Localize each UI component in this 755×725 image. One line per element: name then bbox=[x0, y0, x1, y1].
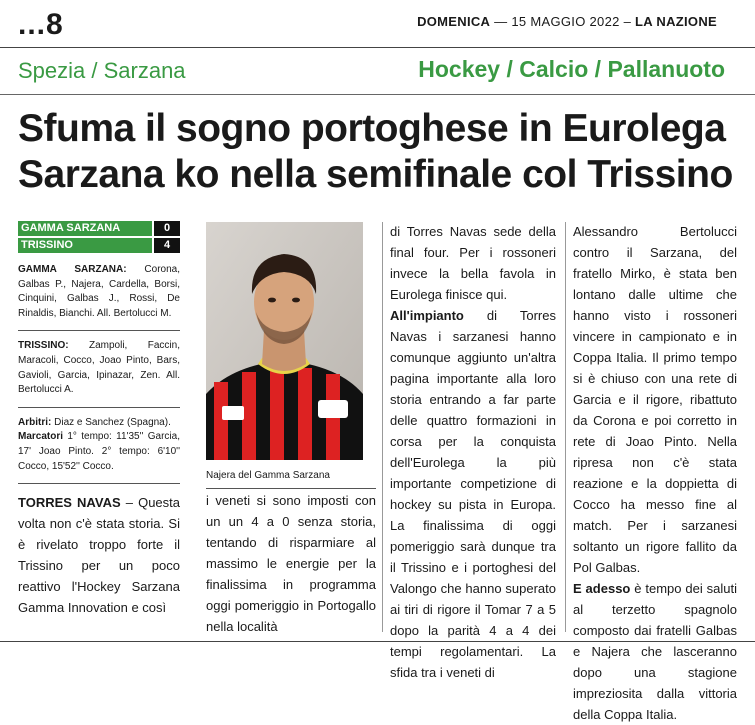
marcatori-text: 1° tempo: 11'35'' Garcia, 17' Joao Pinto. 2° tempo: 6'10'' Cocco, 15'52'' Cocco. bbox=[18, 431, 180, 472]
score-row-sarzana bbox=[18, 221, 180, 236]
headline bbox=[18, 106, 738, 198]
headline-line-1: Sfuma il sogno portoghese in Eurolega bbox=[18, 107, 726, 150]
lead-text: – Questa volta non c'è stata storia. Si è rivelato troppo forte il Trissino per un poco reattivo l'Hockey Sarzana Gamma Innovation e così bbox=[18, 495, 180, 616]
caption-rule bbox=[206, 488, 376, 489]
photo-caption: Najera del Gamma Sarzana bbox=[206, 470, 330, 481]
column-4 bbox=[573, 221, 737, 725]
page-header bbox=[0, 0, 755, 44]
article-col4-p1: Alessandro Bertolucci contro il Sarzana, del fratello Mirko, è stata ben lontano dalle ultime che hanno visto i rossoneri vincere in campionato e in Coppa Italia. Il primo tempo si è chiuso con una rete di Garcia e il rigore, ribattuto da Corona e poi corretto in rete di Joao Pinto. Nella ripresa non c'è stata reazione e la doppietta di Cocco ha messo fine al match. Per i sarzanesi soltanto un rigore fallito da Pol Galbas. bbox=[573, 224, 737, 575]
article-col2: i veneti si sono imposti con un un 4 a 0 senza storia, tentando di risparmiare al massimo le energie per la finalissima in programma oggi pomeriggio in Portogallo nella località bbox=[206, 493, 376, 634]
lineup-text: Zampoli, Faccin, Maracoli, Cocco, Joao Pinto, Bars, Gavioli, Garcia, Ipinazar, Zen. All. Bertolucci A. bbox=[18, 340, 180, 396]
match-officials bbox=[18, 416, 180, 474]
column-divider bbox=[382, 222, 383, 632]
arbitri-text: Diaz e Sanchez (Spagna). bbox=[51, 416, 171, 428]
score-team: GAMMA SARZANA bbox=[18, 221, 152, 236]
divider bbox=[18, 330, 180, 331]
lineup-sarzana bbox=[18, 263, 180, 321]
para-text: è tempo dei saluti al terzetto spagnolo composto dai fratelli Galbas e Najera che lasceranno dopo una stagione impreziosita dalla vittoria della Coppa Italia. bbox=[573, 581, 737, 722]
column-2 bbox=[206, 490, 376, 637]
marcatori-label: Marcatori bbox=[18, 431, 64, 443]
section-sports: Hockey / Calcio / Pallanuoto bbox=[418, 56, 725, 82]
dateline-paper: LA NAZIONE bbox=[635, 14, 717, 29]
section-location: Spezia / Sarzana bbox=[18, 58, 186, 83]
player-photo-illustration bbox=[206, 222, 363, 460]
score-team: TRISSINO bbox=[18, 238, 152, 253]
footer-rule bbox=[0, 641, 755, 642]
article-col3-p2 bbox=[390, 305, 556, 683]
section-rule bbox=[0, 94, 755, 95]
column-3 bbox=[390, 221, 556, 683]
dateline-dash2: – bbox=[623, 14, 636, 29]
dateline-date: 15 MAGGIO 2022 bbox=[511, 14, 620, 29]
column-divider bbox=[565, 222, 566, 632]
score-value: 0 bbox=[154, 221, 180, 236]
lineup-trissino bbox=[18, 339, 180, 397]
para-label: E adesso bbox=[573, 581, 631, 596]
arbitri-label: Arbitri: bbox=[18, 416, 52, 428]
player-photo bbox=[206, 222, 363, 460]
lineup-text: Corona, Galbas P., Najera, Cardella, Borsi, Cinquini, Galbas J., Rossi, De Rinaldis, Bianchi. All. Bertolucci M. bbox=[18, 264, 180, 319]
score-value: 4 bbox=[154, 238, 180, 253]
page-number: ...8 bbox=[18, 8, 64, 41]
lineup-label: TRISSINO: bbox=[18, 340, 69, 352]
para-label: All'impianto bbox=[390, 308, 464, 323]
column-1 bbox=[18, 221, 180, 618]
score-row-trissino bbox=[18, 238, 180, 253]
dateline-day: DOMENICA bbox=[417, 14, 491, 29]
divider bbox=[18, 407, 180, 408]
lineup-label: GAMMA SARZANA: bbox=[18, 264, 127, 275]
para-text: di Torres Navas i sarzanesi hanno comunque aggiunto un'altra pagina importante alla loro storia entrando a far parte delle quattro formazioni in corsa per la conquista dell'Eurolega la più importante competizione di hockey su pista in Europa. La finalissima di oggi pomeriggio sarà dunque tra il Trissino e i portoghesi del Valongo che hanno superato ai tiri di rigore il Tomar 7 a 5 dopo la parità 4 a 4 dei tempi regolamentari. La sfida tra i veneti di bbox=[390, 308, 556, 680]
lead-label: TORRES NAVAS bbox=[18, 495, 121, 511]
dateline bbox=[417, 14, 717, 29]
article-col4-p2 bbox=[573, 578, 737, 725]
article-col3-p1: di Torres Navas sede della final four. Per i rossoneri invece la bella favola in Eurolega finisce qui. bbox=[390, 224, 556, 302]
dateline-dash: — bbox=[494, 14, 512, 29]
header-rule bbox=[0, 47, 755, 48]
headline-line-2: Sarzana ko nella semifinale col Trissino bbox=[18, 153, 733, 196]
divider bbox=[18, 483, 180, 484]
article-lead bbox=[18, 492, 180, 618]
